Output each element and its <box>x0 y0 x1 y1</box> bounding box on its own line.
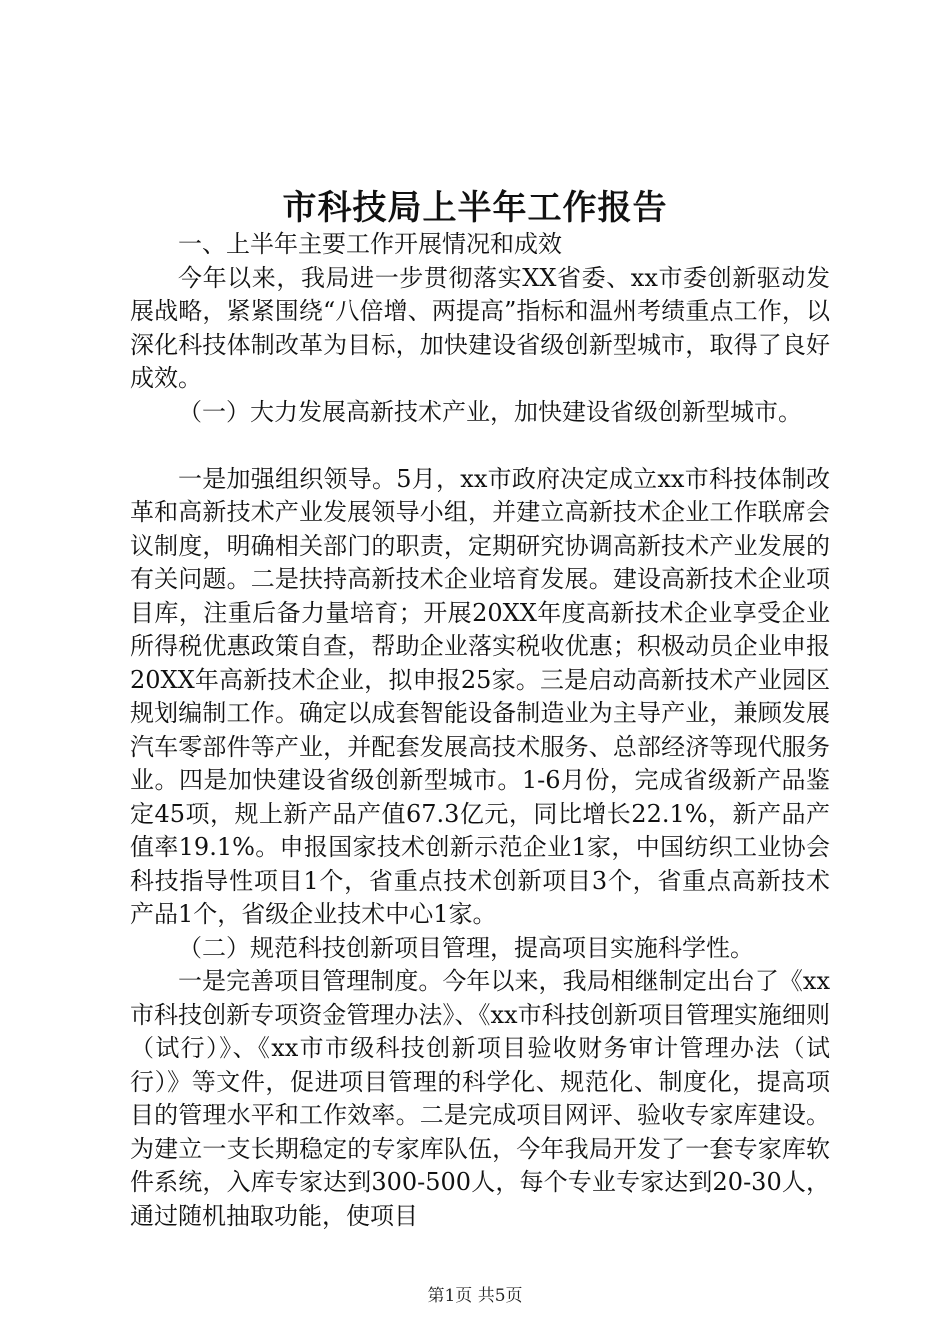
document-body <box>130 228 830 1233</box>
subsection-heading-2: （二）规范科技创新项目管理，提高项目实施科学性。 <box>178 933 754 962</box>
paragraph-high-tech: 一是加强组织领导。5月，xx市政府决定成立xx市科技体制改革和高新技术产业发展领导小组，并建立高新技术企业工作联席会议制度，明确相关部门的职责，定期研究协调高新技术产业发展的有关问题。二是扶持高新技术企业培育发展。建设高新技术企业项目库，注重后备力量培育；开展20XX年度高新技术企业享受企业所得税优惠政策自查，帮助企业落实税收优惠；积极动员企业申报20XX年高新技术企业，拟申报25家。三是启动高新技术产业园区规划编制工作。确定以成套智能设备制造业为主导产业，兼顾发展汽车零部件等产业，并配套发展高技术服务、总部经济等现代服务业。四是加快建设省级创新型城市。1-6月份，完成省级新产品鉴定45项，规上新产品产值67.3亿元，同比增长22.1%，新产品产值率19.1%。申报国家技术创新示范企业1家，中国纺织工业协会科技指导性项目1个，省重点技术创新项目3个，省重点高新技术产品1个，省级企业技术中心1家。 <box>130 464 830 928</box>
paragraph-intro: 今年以来，我局进一步贯彻落实XX省委、xx市委创新驱动发展战略，紧紧围绕“八倍增、两提高”指标和温州考绩重点工作，以深化科技体制改革为目标，加快建设省级创新型城市，取得了良好成效。 <box>130 263 830 392</box>
subsection-heading-1: （一）大力发展高新技术产业，加快建设省级创新型城市。 <box>178 397 802 426</box>
paragraph-project-management: 一是完善项目管理制度。今年以来，我局相继制定出台了《xx市科技创新专项资金管理办法》、《xx市科技创新项目管理实施细则（试行）》、《xx市市级科技创新项目验收财务审计管理办法（试行）》等文件，促进项目管理的科学化、规范化、制度化，提高项目的管理水平和工作效率。二是完成项目网评、验收专家库建设。为建立一支长期稳定的专家库队伍，今年我局开发了一套专家库软件系统，入库专家达到300-500人，每个专业专家达到20-30人，通过随机抽取功能，使项目 <box>130 967 830 1230</box>
section-heading-1: 一、上半年主要工作开展情况和成效 <box>178 230 562 258</box>
page-footer: 第1页 共5页 <box>427 1286 523 1306</box>
document-title: 市科技局上半年工作报告 <box>282 188 668 228</box>
